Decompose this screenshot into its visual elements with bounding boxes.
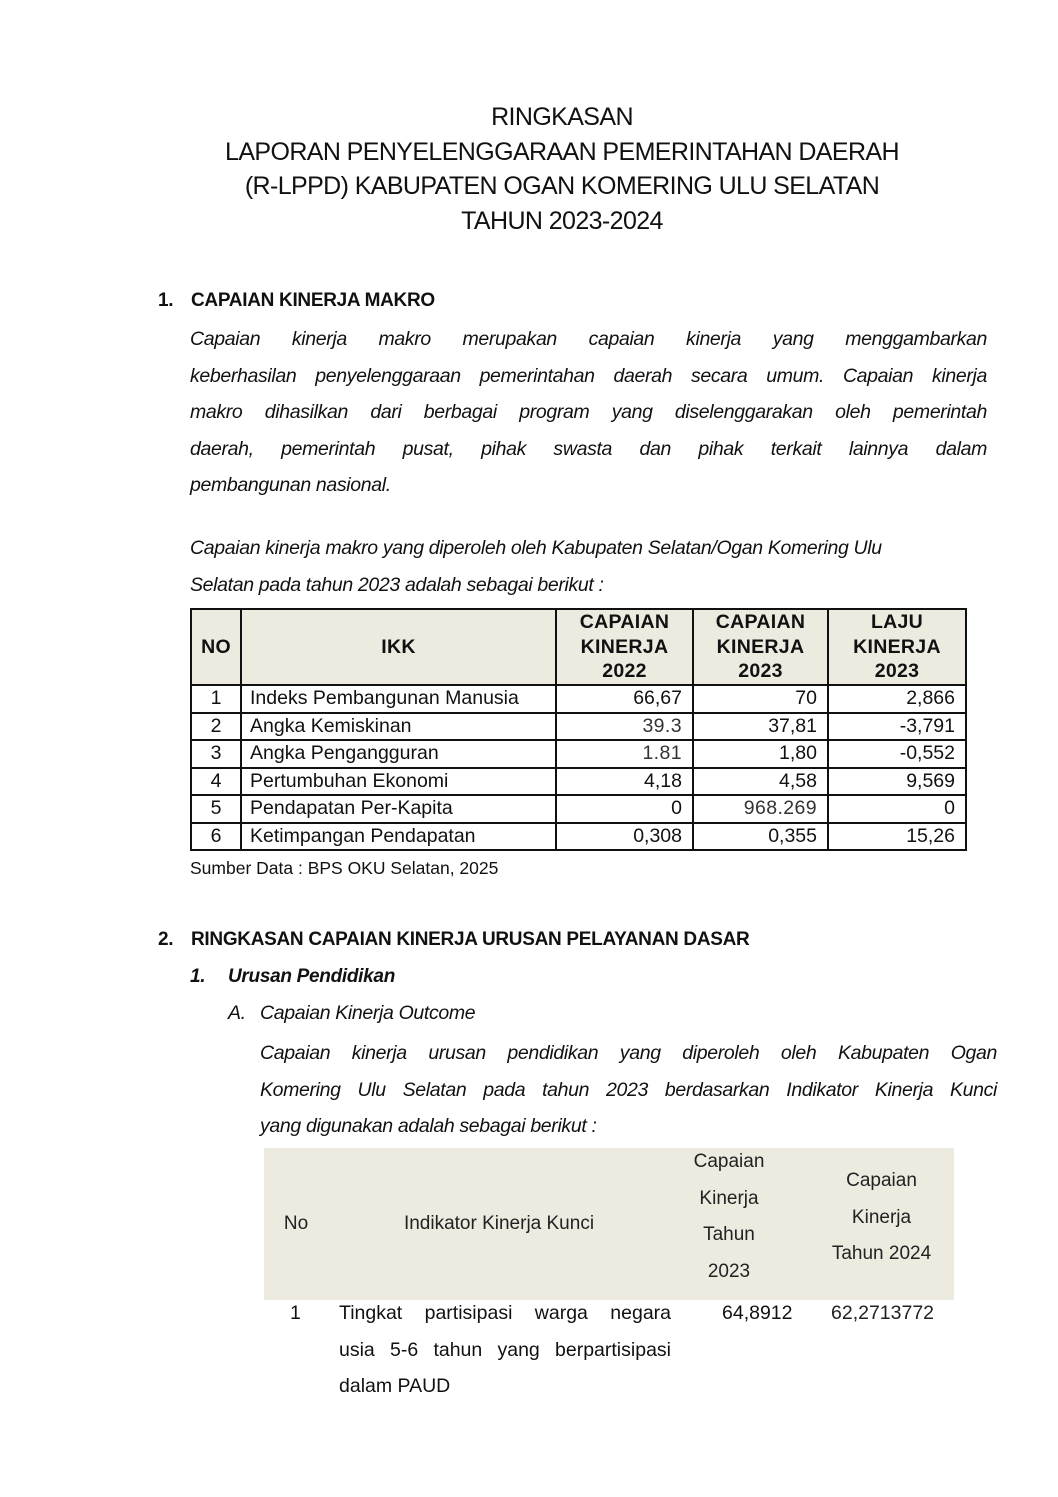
section-2-heading — [158, 929, 749, 951]
cell-capaian-2024: 62,2713772 — [831, 1302, 935, 1324]
subsection-a-heading — [228, 1002, 475, 1025]
col-header-laju-2023: LAJU KINERJA 2023 — [828, 609, 966, 685]
subsection-1-title: Urusan Pendidikan — [228, 966, 395, 987]
section-1-number: 1. — [158, 290, 174, 311]
title-line-2: LAPORAN PENYELENGGARAAN PEMERINTAHAN DAERAH — [225, 137, 899, 166]
table-row — [191, 685, 966, 713]
subsection-1-heading — [190, 966, 395, 988]
table-row — [191, 713, 966, 741]
intro-line: Capaian kinerja makro yang diperoleh oleh Kabupaten Selatan/Ogan Komering Ulu — [190, 537, 882, 559]
paragraph-line: yang digunakan adalah sebagai berikut : — [260, 1115, 597, 1137]
cell-ikk: Pertumbuhan Ekonomi — [241, 768, 556, 796]
cell-laju-2023: -0,552 — [828, 740, 966, 768]
cell-capaian-2022: 0,308 — [556, 823, 693, 851]
cell-no: 2 — [191, 713, 241, 741]
cell-capaian-2023: 70 — [693, 685, 828, 713]
title-line-4: TAHUN 2023-2024 — [461, 206, 663, 235]
section-1-heading — [158, 290, 435, 312]
cell-capaian-2023: 4,58 — [693, 768, 828, 796]
subsection-a-paragraph — [260, 1035, 997, 1145]
cell-capaian-2022: 66,67 — [556, 685, 693, 713]
cell-capaian-2022: 39.3 — [556, 713, 693, 741]
section-1-title: CAPAIAN KINERJA MAKRO — [191, 290, 435, 311]
table-header-row — [191, 609, 966, 685]
cell-capaian-2022: 1.81 — [556, 740, 693, 768]
section-1-paragraph — [190, 321, 987, 504]
cell-ikk: Angka Pengangguran — [241, 740, 556, 768]
subsection-a-title: Capaian Kinerja Outcome — [260, 1002, 476, 1024]
paragraph-line: Komering Ulu Selatan pada tahun 2023 berdasarkan Indikator Kinerja Kunci — [260, 1078, 997, 1101]
section-2-title: RINGKASAN CAPAIAN KINERJA URUSAN PELAYANAN DASAR — [191, 929, 750, 950]
cell-capaian-2023: 37,81 — [693, 713, 828, 741]
cell-indikator: Tingkat partisipasi warga negara usia 5-6 tahun yang berpartisipasi dalam PAUD — [339, 1302, 671, 1397]
col-header-capaian-2023: CAPAIAN KINERJA 2023 — [693, 609, 828, 685]
cell-laju-2023: 2,866 — [828, 685, 966, 713]
cell-laju-2023: -3,791 — [828, 713, 966, 741]
cell-ikk: Pendapatan Per-Kapita — [241, 795, 556, 823]
cell-capaian-2023: 968.269 — [693, 795, 828, 823]
education-kpi-table-header — [264, 1148, 954, 1300]
cell-no: 1 — [290, 1302, 301, 1324]
macro-performance-table — [190, 608, 967, 851]
paragraph-line: keberhasilan penyelenggaraan pemerintahan daerah secara umum. Capaian kinerja — [190, 364, 987, 387]
cell-laju-2023: 15,26 — [828, 823, 966, 851]
subsection-1-number: 1. — [190, 966, 206, 987]
cell-ikk: Angka Kemiskinan — [241, 713, 556, 741]
cell-no: 3 — [191, 740, 241, 768]
col-header-no: NO — [191, 609, 241, 685]
paragraph-line: daerah, pemerintah pusat, pihak swasta dan pihak terkait lainnya dalam — [190, 437, 987, 460]
cell-capaian-2023: 1,80 — [693, 740, 828, 768]
col-header-indikator: Indikator Kinerja Kunci — [403, 1213, 595, 1234]
col-header-capaian-2023: Capaian Kinerja Tahun 2023 — [693, 1151, 765, 1282]
table-source-note: Sumber Data : BPS OKU Selatan, 2025 — [190, 858, 499, 878]
subsection-a-letter: A. — [228, 1002, 246, 1024]
paragraph-line: pembangunan nasional. — [190, 474, 391, 496]
table-row — [191, 795, 966, 823]
col-header-no: No — [283, 1213, 309, 1234]
cell-laju-2023: 9,569 — [828, 768, 966, 796]
title-line-1: RINGKASAN — [491, 103, 633, 131]
paragraph-line: Capaian kinerja makro merupakan capaian kinerja yang menggambarkan — [190, 328, 987, 350]
col-header-capaian-2024: Capaian Kinerja Tahun 2024 — [831, 1170, 932, 1264]
cell-ikk: Indeks Pembangunan Manusia — [241, 685, 556, 713]
cell-laju-2023: 0 — [828, 795, 966, 823]
document-title — [0, 100, 1058, 238]
cell-capaian-2023: 64,8912 — [722, 1302, 793, 1324]
section-1-intro — [190, 530, 990, 603]
table-row — [191, 768, 966, 796]
cell-capaian-2022: 4,18 — [556, 768, 693, 796]
cell-capaian-2022: 0 — [556, 795, 693, 823]
cell-no: 4 — [191, 768, 241, 796]
cell-no: 5 — [191, 795, 241, 823]
intro-line: Selatan pada tahun 2023 adalah sebagai berikut : — [190, 573, 604, 596]
cell-no: 1 — [191, 685, 241, 713]
col-header-capaian-2022: CAPAIAN KINERJA 2022 — [556, 609, 693, 685]
title-line-3: (R-LPPD) KABUPATEN OGAN KOMERING ULU SELATAN — [244, 172, 880, 200]
table-row — [191, 823, 966, 851]
col-header-ikk: IKK — [241, 609, 556, 685]
paragraph-line: Capaian kinerja urusan pendidikan yang diperoleh oleh Kabupaten Ogan — [260, 1042, 997, 1064]
paragraph-line: makro dihasilkan dari berbagai program yang diselenggarakan oleh pemerintah — [190, 401, 987, 423]
cell-capaian-2023: 0,355 — [693, 823, 828, 851]
cell-ikk: Ketimpangan Pendapatan — [241, 823, 556, 851]
cell-no: 6 — [191, 823, 241, 851]
table-row — [191, 740, 966, 768]
section-2-number: 2. — [158, 929, 174, 950]
